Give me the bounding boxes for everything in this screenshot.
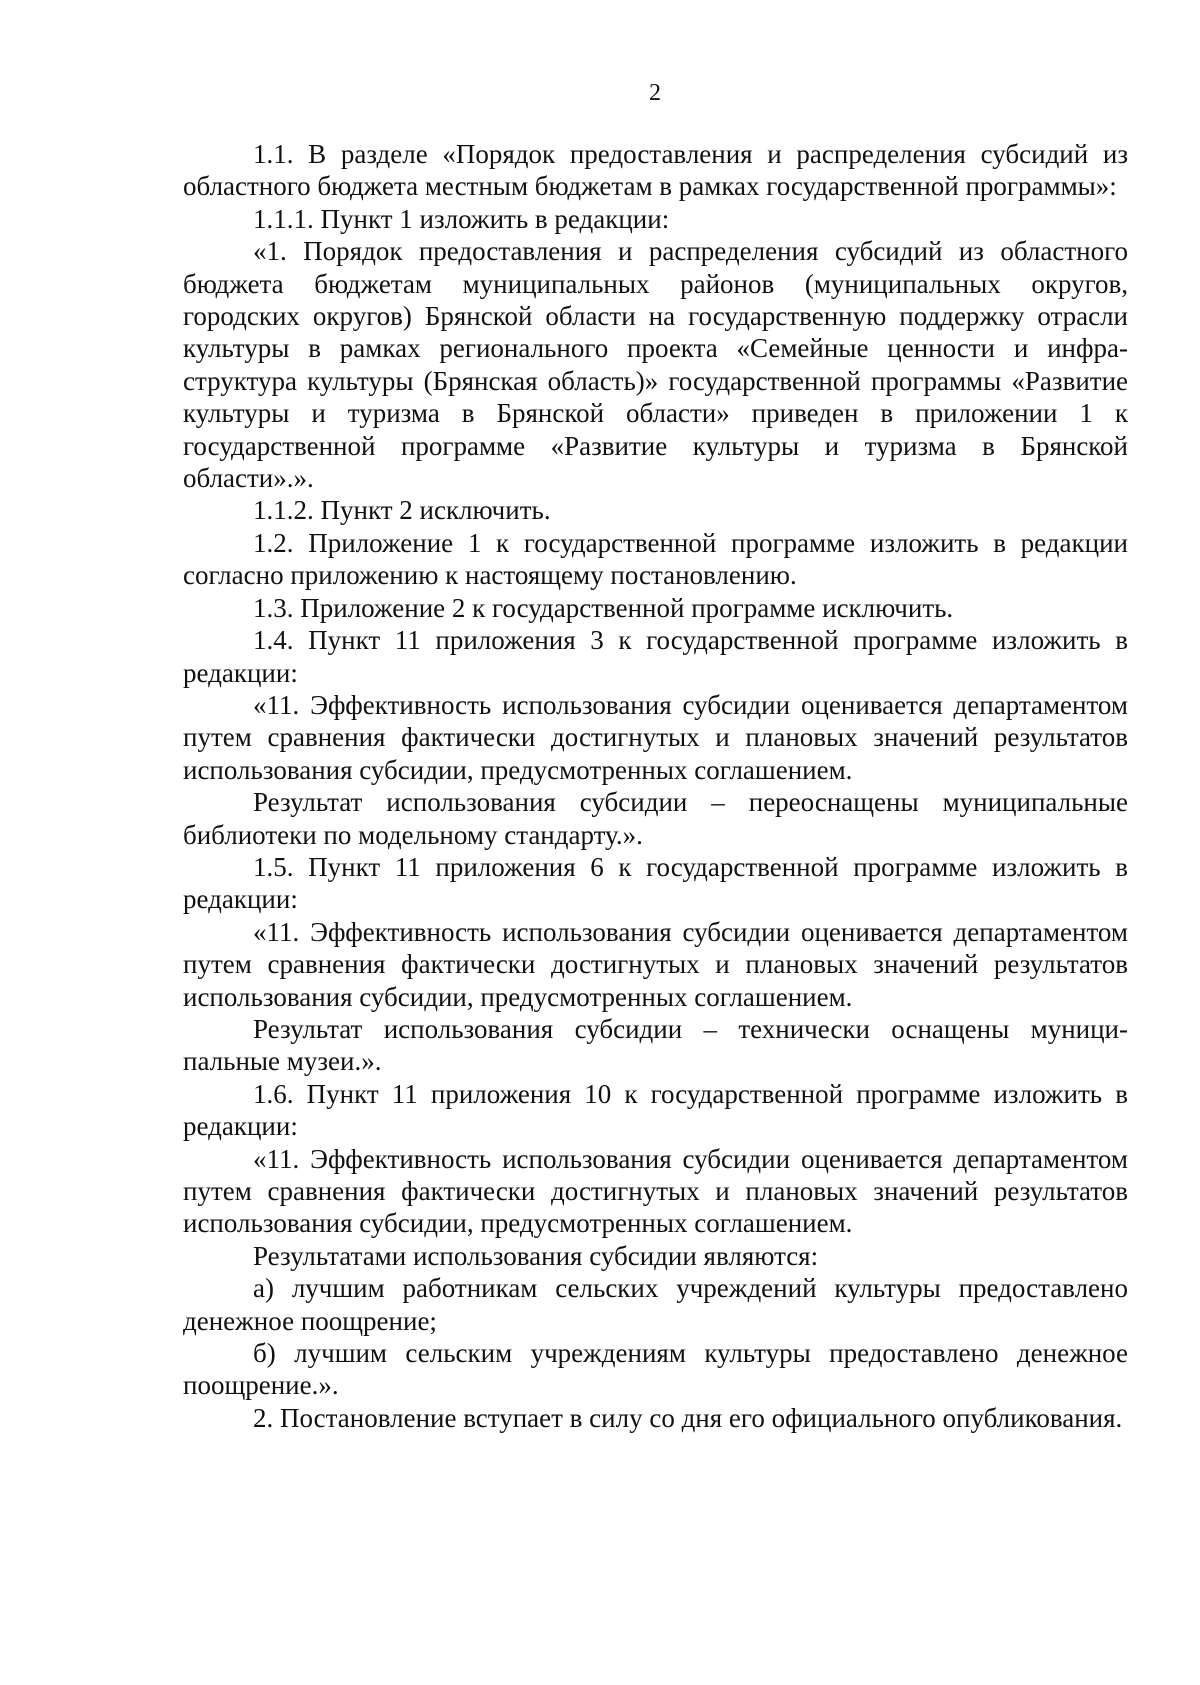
- paragraph-2: 2. Постановление вступает в силу со дня его официального опубликования.: [253, 1402, 1123, 1433]
- paragraph-1-1-2: 1.1.2. Пункт 2 исключить.: [253, 495, 551, 526]
- paragraph-result-appendix-6: Результат использования субсидии – технически оснащены муниципальные музеи.».: [183, 1013, 1128, 1077]
- paragraph-quote-11-appendix-3: «11. Эффективность использования субсидии оценивается департаментом путем сравнения фактически достигнутых и плановых значений результатов использования субсидии, предусмотренных соглашением.: [183, 689, 1128, 785]
- paragraph-1-5: 1.5. Пункт 11 приложения 6 к государственной программе изложить в редакции:: [183, 851, 1128, 915]
- paragraph-1-1-1: 1.1.1. Пункт 1 изложить в редакции:: [253, 203, 670, 234]
- paragraph-result-a: а) лучшим работникам сельских учреждений культуры предоставлено денежное поощрение;: [183, 1273, 1128, 1336]
- paragraph-1-6: 1.6. Пункт 11 приложения 10 к государственной программе изложить в редакции:: [183, 1078, 1128, 1142]
- paragraph-quote-11-appendix-6: «11. Эффективность использования субсидии оценивается департаментом путем сравнения фактически достигнутых и плановых значений результатов использования субсидии, предусмотренных соглашением.: [183, 916, 1128, 1012]
- paragraph-quote-1: «1. Порядок предоставления и распределения субсидий из областного бюджета бюджетам муниципальных районов (муниципальных округов, городских округов) Брянской области на государственную поддержку отрасли культуры в рамках регионального проекта «Семейные ценности и инфраструктура культуры (Брянская область)» государственной программы «Развитие культуры и туризма в Брянской области» приведен в приложении 1 к государственной программе «Развитие культуры и туризма в Брянской области».».: [183, 236, 1128, 494]
- paragraph-1-2: 1.2. Приложение 1 к государственной программе изложить в редакции согласно приложению к настоящему постановлению.: [183, 527, 1128, 591]
- page-number: 2: [649, 80, 661, 106]
- paragraph-result-b: б) лучшим сельским учреждениям культуры предоставлено денежное поощрение.».: [183, 1338, 1128, 1401]
- paragraph-result-appendix-3: Результат использования субсидии – переоснащены муниципальные библиотеки по модельному стандарту.».: [183, 787, 1128, 850]
- document-body: [183, 138, 1128, 1434]
- paragraph-quote-11-appendix-10: «11. Эффективность использования субсидии оценивается департаментом путем сравнения фактически достигнутых и плановых значений результатов использования субсидии, предусмотренных соглашением.: [183, 1143, 1128, 1239]
- paragraph-1-4: 1.4. Пункт 11 приложения 3 к государственной программе изложить в редакции:: [183, 625, 1128, 688]
- paragraph-1-1: 1.1. В разделе «Порядок предоставления и распределения субсидий из областного бюджета местным бюджетам в рамках государственной программы»:: [183, 139, 1128, 202]
- paragraph-results-heading: Результатами использования субсидии являются:: [253, 1240, 819, 1271]
- paragraph-1-3: 1.3. Приложение 2 к государственной программе исключить.: [253, 592, 954, 623]
